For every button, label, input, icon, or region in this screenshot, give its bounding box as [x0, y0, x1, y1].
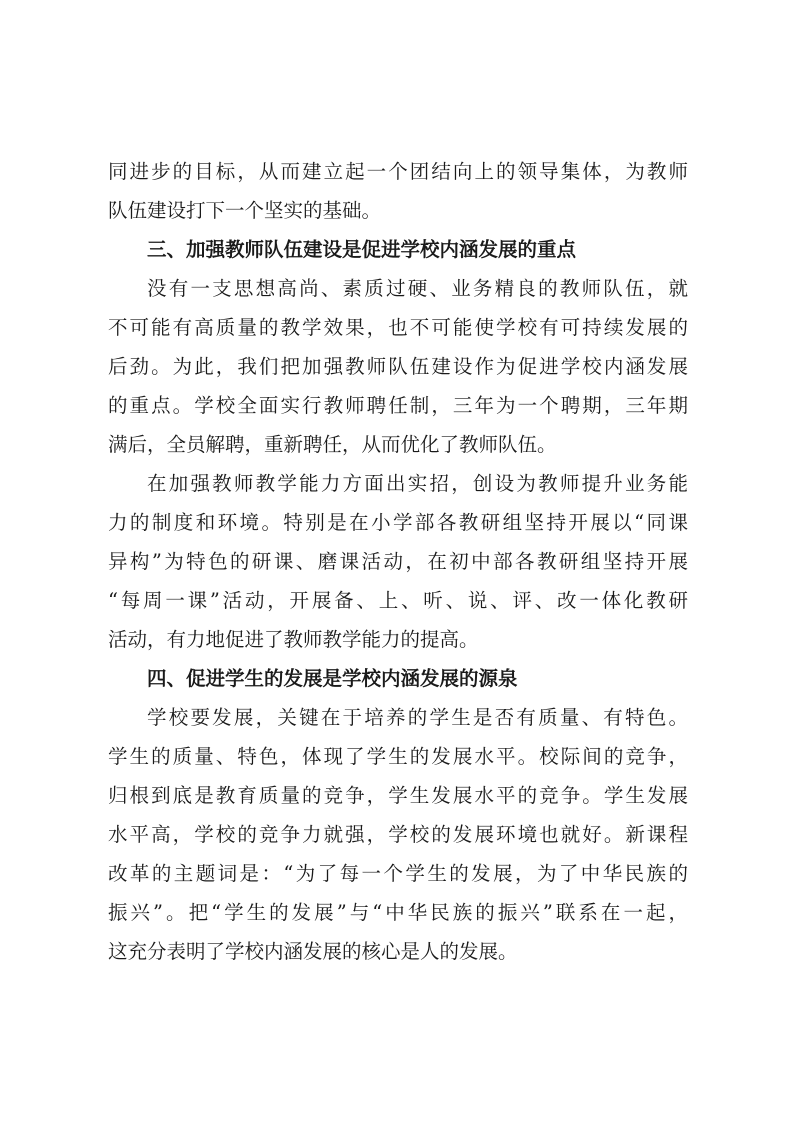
section-heading-3: 三、加强教师队伍建设是促进学校内涵发展的重点 — [147, 238, 577, 261]
paragraph-line: 满后，全员解聘，重新聘任，从而优化了教师队伍。 — [108, 433, 557, 456]
paragraph-line: 队伍建设打下一个坚实的基础。 — [108, 199, 382, 222]
paragraph-line: 改革的主题词是：“为了每一个学生的发展，为了中华民族的 — [108, 862, 688, 885]
section-heading-4: 四、促进学生的发展是学校内涵发展的源泉 — [147, 667, 518, 690]
paragraph-line: 同进步的目标，从而建立起一个团结向上的领导集体，为教师 — [108, 160, 688, 183]
paragraph-line: 的重点。学校全面实行教师聘任制，三年为一个聘期，三年期 — [108, 394, 688, 417]
paragraph-line: 归根到底是教育质量的竞争，学生发展水平的竞争。学生发展 — [108, 784, 688, 807]
paragraph-line: 这充分表明了学校内涵发展的核心是人的发展。 — [108, 940, 518, 963]
paragraph-line: 后劲。为此，我们把加强教师队伍建设作为促进学校内涵发展 — [108, 355, 688, 378]
paragraph-line: 力的制度和环境。特别是在小学部各教研组坚持开展以“同课 — [108, 511, 688, 534]
paragraph-line: 水平高，学校的竞争力就强，学校的发展环境也就好。新课程 — [108, 823, 688, 846]
paragraph-line: 在加强教师教学能力方面出实招，创设为教师提升业务能 — [147, 472, 688, 495]
paragraph-line: 不可能有高质量的教学效果，也不可能使学校有可持续发展的 — [108, 316, 688, 339]
paragraph-line: 没有一支思想高尚、素质过硬、业务精良的教师队伍，就 — [147, 277, 688, 300]
paragraph-line: 活动，有力地促进了教师教学能力的提高。 — [108, 628, 479, 651]
paragraph-line: 振兴”。把“学生的发展”与“中华民族的振兴”联系在一起， — [108, 901, 688, 924]
paragraph-line: “每周一课”活动，开展备、上、听、说、评、改一体化教研 — [108, 589, 688, 612]
paragraph-line: 学生的质量、特色，体现了学生的发展水平。校际间的竞争， — [108, 745, 688, 768]
paragraph-line: 异构”为特色的研课、磨课活动，在初中部各教研组坚持开展 — [108, 550, 688, 573]
paragraph-line: 学校要发展，关键在于培养的学生是否有质量、有特色。 — [147, 706, 688, 729]
